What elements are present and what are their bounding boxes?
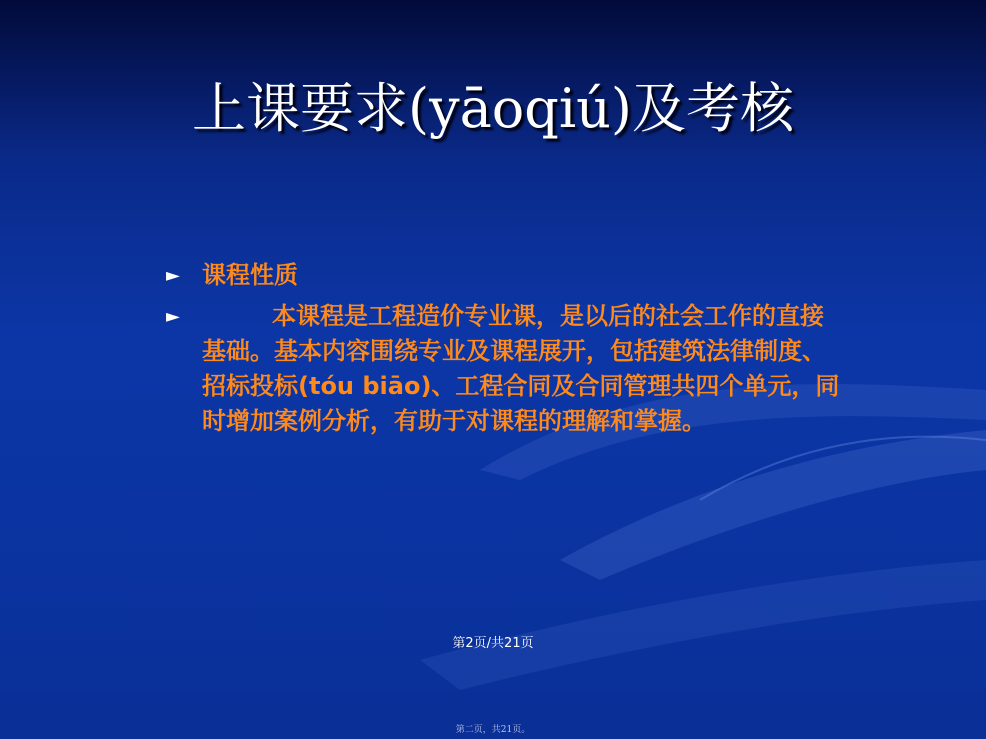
slide-title: 上课要求(yāoqiú)及考核 xyxy=(192,77,794,140)
bullet-text: 本课程是工程造价专业课，是以后的社会工作的直接基础。基本内容围绕专业及课程展开，包括建筑法律制度、招标投标(tóu biāo)、工程合同及合同管理共四个单元，同时增加案例分析，有助于对课程的理解和掌握。 xyxy=(202,302,840,435)
page-number: 第2页/共21页 xyxy=(452,636,534,651)
bullet-item xyxy=(166,258,846,293)
triangle-bullet-icon: ► xyxy=(166,306,180,327)
bullet-item xyxy=(166,299,846,439)
bullet-text: 课程性质 xyxy=(202,261,298,289)
triangle-bullet-icon: ► xyxy=(166,265,180,286)
bullet-list xyxy=(166,258,846,445)
footer-text: 第二页，共21页。 xyxy=(455,725,531,735)
